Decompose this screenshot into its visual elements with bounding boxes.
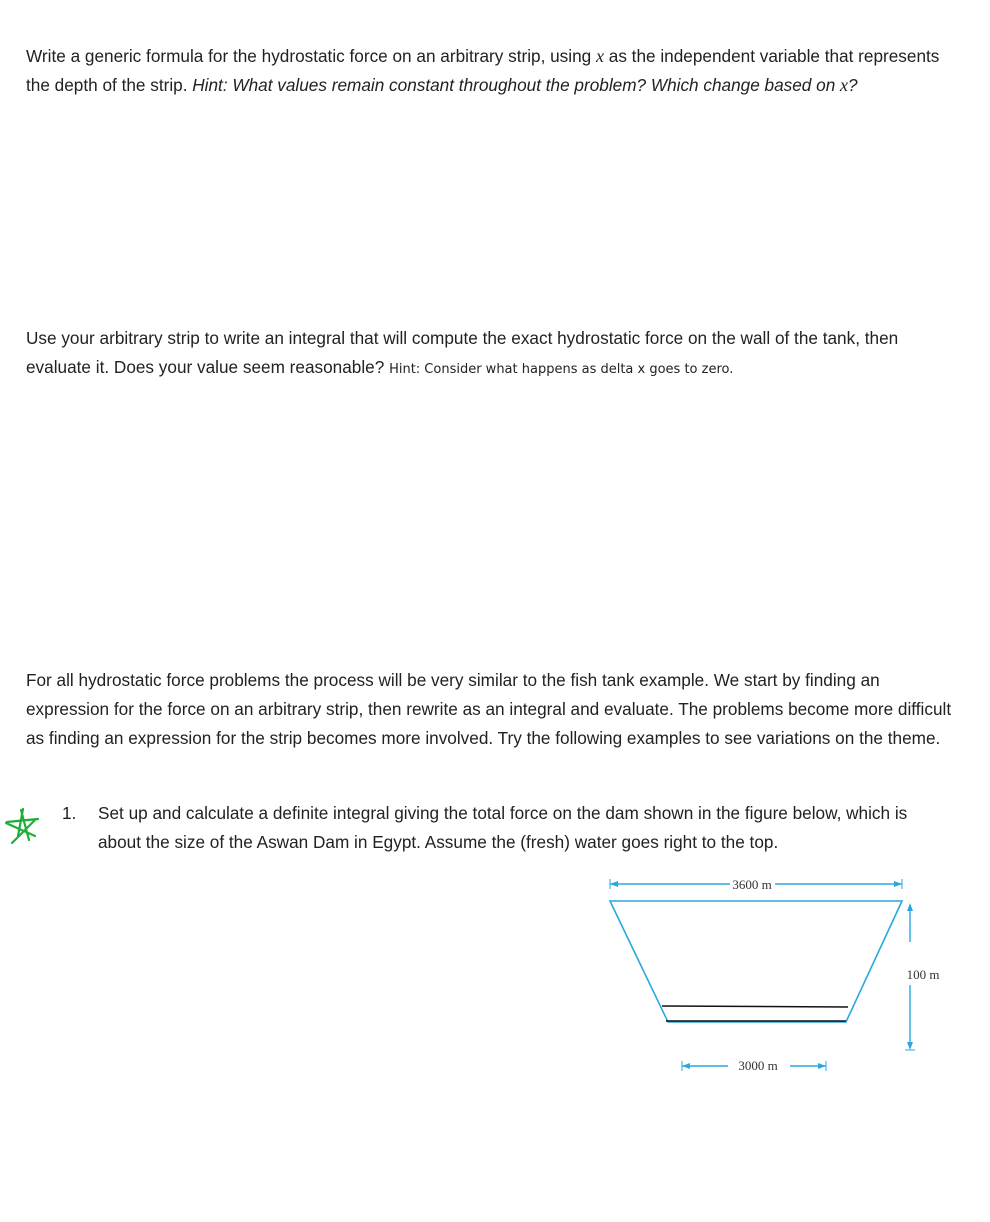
height-label: 100 m (906, 967, 940, 982)
strip-text-2: as the independent variable that represents the depth of the strip. (26, 46, 940, 95)
height-bottom-arrowhead (907, 1042, 913, 1050)
strip-line-top (662, 1006, 848, 1007)
integral-text: Use your arbitrary strip to write an integral that will compute the exact hydrostatic force on the wall of the tank, then evaluate it. Does your value seem reasonable? (26, 328, 899, 377)
height-top-arrowhead (907, 903, 913, 911)
dam-figure (600, 870, 980, 1080)
strip-hint (192, 75, 857, 95)
dam-outline (610, 901, 902, 1022)
hint-variable-x: x (840, 75, 849, 95)
strip-hint-end: ? (848, 75, 858, 95)
star-icon (2, 806, 42, 848)
problem-number: 1. (62, 803, 77, 823)
process-text: For all hydrostatic force problems the process will be very similar to the fish tank example. We start by finding an expression for the force on an arbitrary strip, then rewrite as an integral and evaluate. The problems become more difficult as finding an expression for the strip becomes more involved. Try the following examples to see variations on the theme. (26, 670, 952, 748)
problem-1 (62, 799, 952, 857)
strip-text-1: Write a generic formula for the hydrostatic force on an arbitrary strip, using (26, 46, 596, 66)
top-left-arrowhead (610, 881, 618, 887)
strip-formula-paragraph (26, 42, 956, 100)
bottom-left-arrowhead (682, 1063, 690, 1069)
variable-x: x (595, 46, 604, 66)
integral-paragraph (26, 324, 956, 384)
top-right-arrowhead (894, 881, 902, 887)
problem-text: Set up and calculate a definite integral giving the total force on the dam shown in the figure below, which is about the size of the Aswan Dam in Egypt. Assume the (fresh) water goes right to the top. (98, 803, 908, 852)
process-paragraph (26, 666, 956, 753)
bottom-right-arrowhead (818, 1063, 826, 1069)
strip-hint-text: Hint: What values remain constant throughout the problem? Which change based on (192, 75, 841, 95)
integral-hint: Hint: Consider what happens as delta x goes to zero. (389, 362, 734, 377)
bottom-width-label: 3000 m (738, 1058, 778, 1073)
top-width-label: 3600 m (732, 877, 772, 892)
